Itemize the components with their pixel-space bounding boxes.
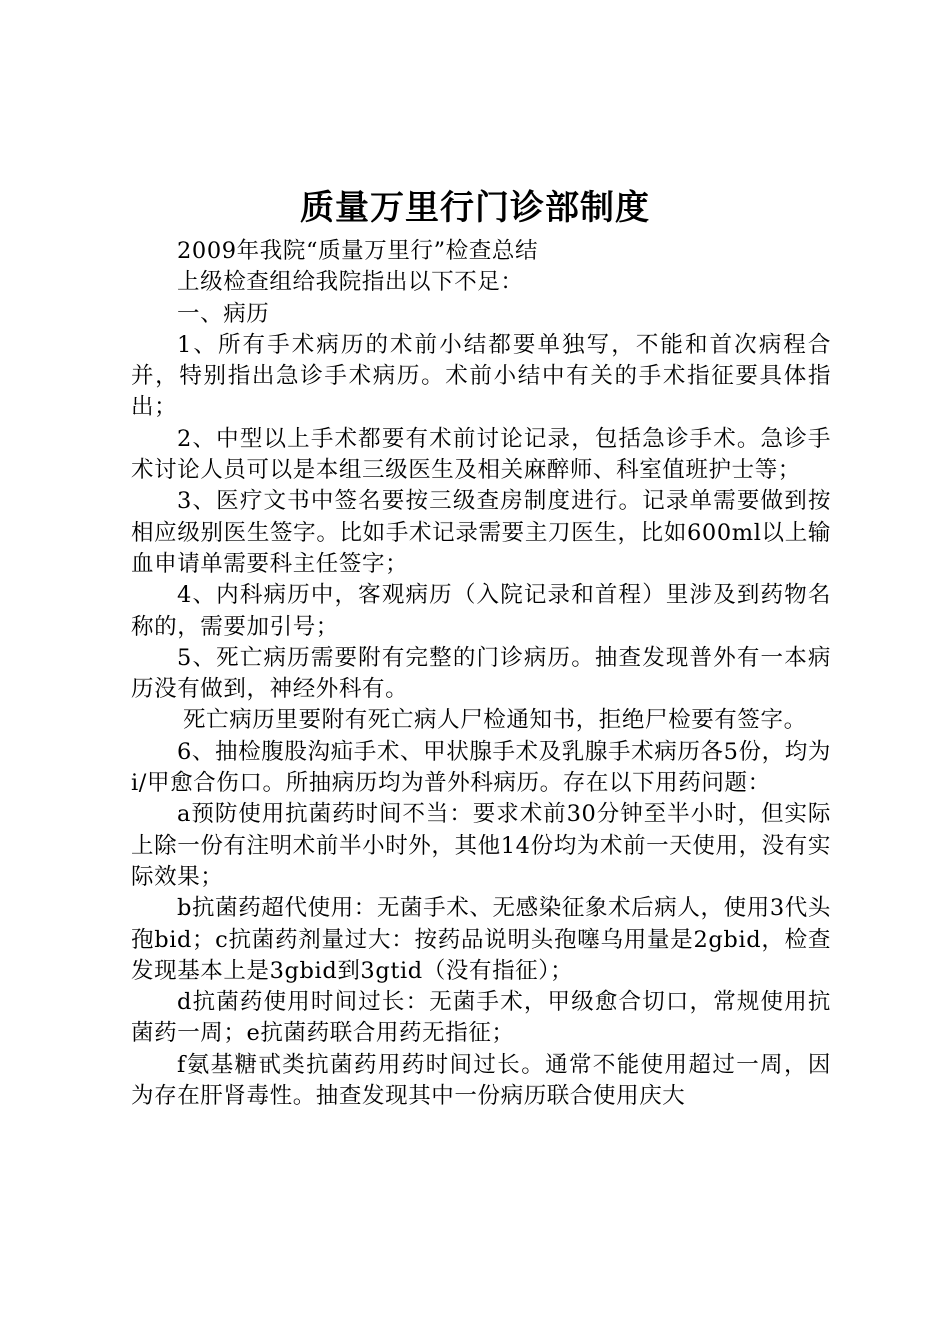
paragraph-item-3: 3、医疗文书中签名要按三级查房制度进行。记录单需要做到按相应级别医生签字。比如手术记录需要主刀医生，比如600ml以上输血申请单需要科主任签字； xyxy=(131,488,831,577)
paragraph-item-5: 5、死亡病历需要附有完整的门诊病历。抽查发现普外有一本病历没有做到，神经外科有。 xyxy=(131,644,831,703)
document-body xyxy=(131,236,831,1112)
paragraph-item-4: 4、内科病历中，客观病历（入院记录和首程）里涉及到药物名称的，需要加引号； xyxy=(131,582,831,640)
paragraph-summary-heading: 2009年我院“质量万里行”检查总结 xyxy=(177,238,539,264)
paragraph-item-6de: d抗菌药使用时间过长：无菌手术，甲级愈合切口，常规使用抗菌药一周；e抗菌药联合用药无指征； xyxy=(131,989,831,1047)
paragraph-intro: 上级检查组给我院指出以下不足： xyxy=(177,269,524,296)
paragraph-item-5-note: 死亡病历里要附有死亡病人尸检通知书，拒绝尸检要有签字。 xyxy=(183,707,807,734)
paragraph-item-1: 1、所有手术病历的术前小结都要单独写，不能和首次病程合并，特别指出急诊手术病历。术前小结中有关的手术指征要具体指出； xyxy=(131,331,831,421)
paragraph-item-6bc: b抗菌药超代使用：无菌手术、无感染征象术后病人，使用3代头孢bid；c抗菌药剂量过大：按药品说明头孢噻乌用量是2gbid，检查发现基本上是3gbid到3gtid（没有指征）； xyxy=(131,895,831,984)
paragraph-item-6f: f氨基糖甙类抗菌药用药时间过长。通常不能使用超过一周，因为存在肝肾毒性。抽查发现其中一份病历联合使用庆大 xyxy=(131,1051,831,1110)
paragraph-item-6: 6、抽检腹股沟疝手术、甲状腺手术及乳腺手术病历各5份，均为i/甲愈合伤口。所抽病历均为普外科病历。存在以下用药问题： xyxy=(131,738,831,797)
paragraph-item-6a: a预防使用抗菌药时间不当：要求术前30分钟至半小时，但实际上除一份有注明术前半小时外，其他14份均为术前一天使用，没有实际效果； xyxy=(131,801,831,890)
document-title: 质量万里行门诊部制度 xyxy=(300,188,650,228)
section-heading-medical-records: 一、病历 xyxy=(177,300,270,327)
paragraph-item-2: 2、中型以上手术都要有术前讨论记录，包括急诊手术。急诊手术讨论人员可以是本组三级医生及相关麻醉师、科室值班护士等； xyxy=(131,425,831,484)
